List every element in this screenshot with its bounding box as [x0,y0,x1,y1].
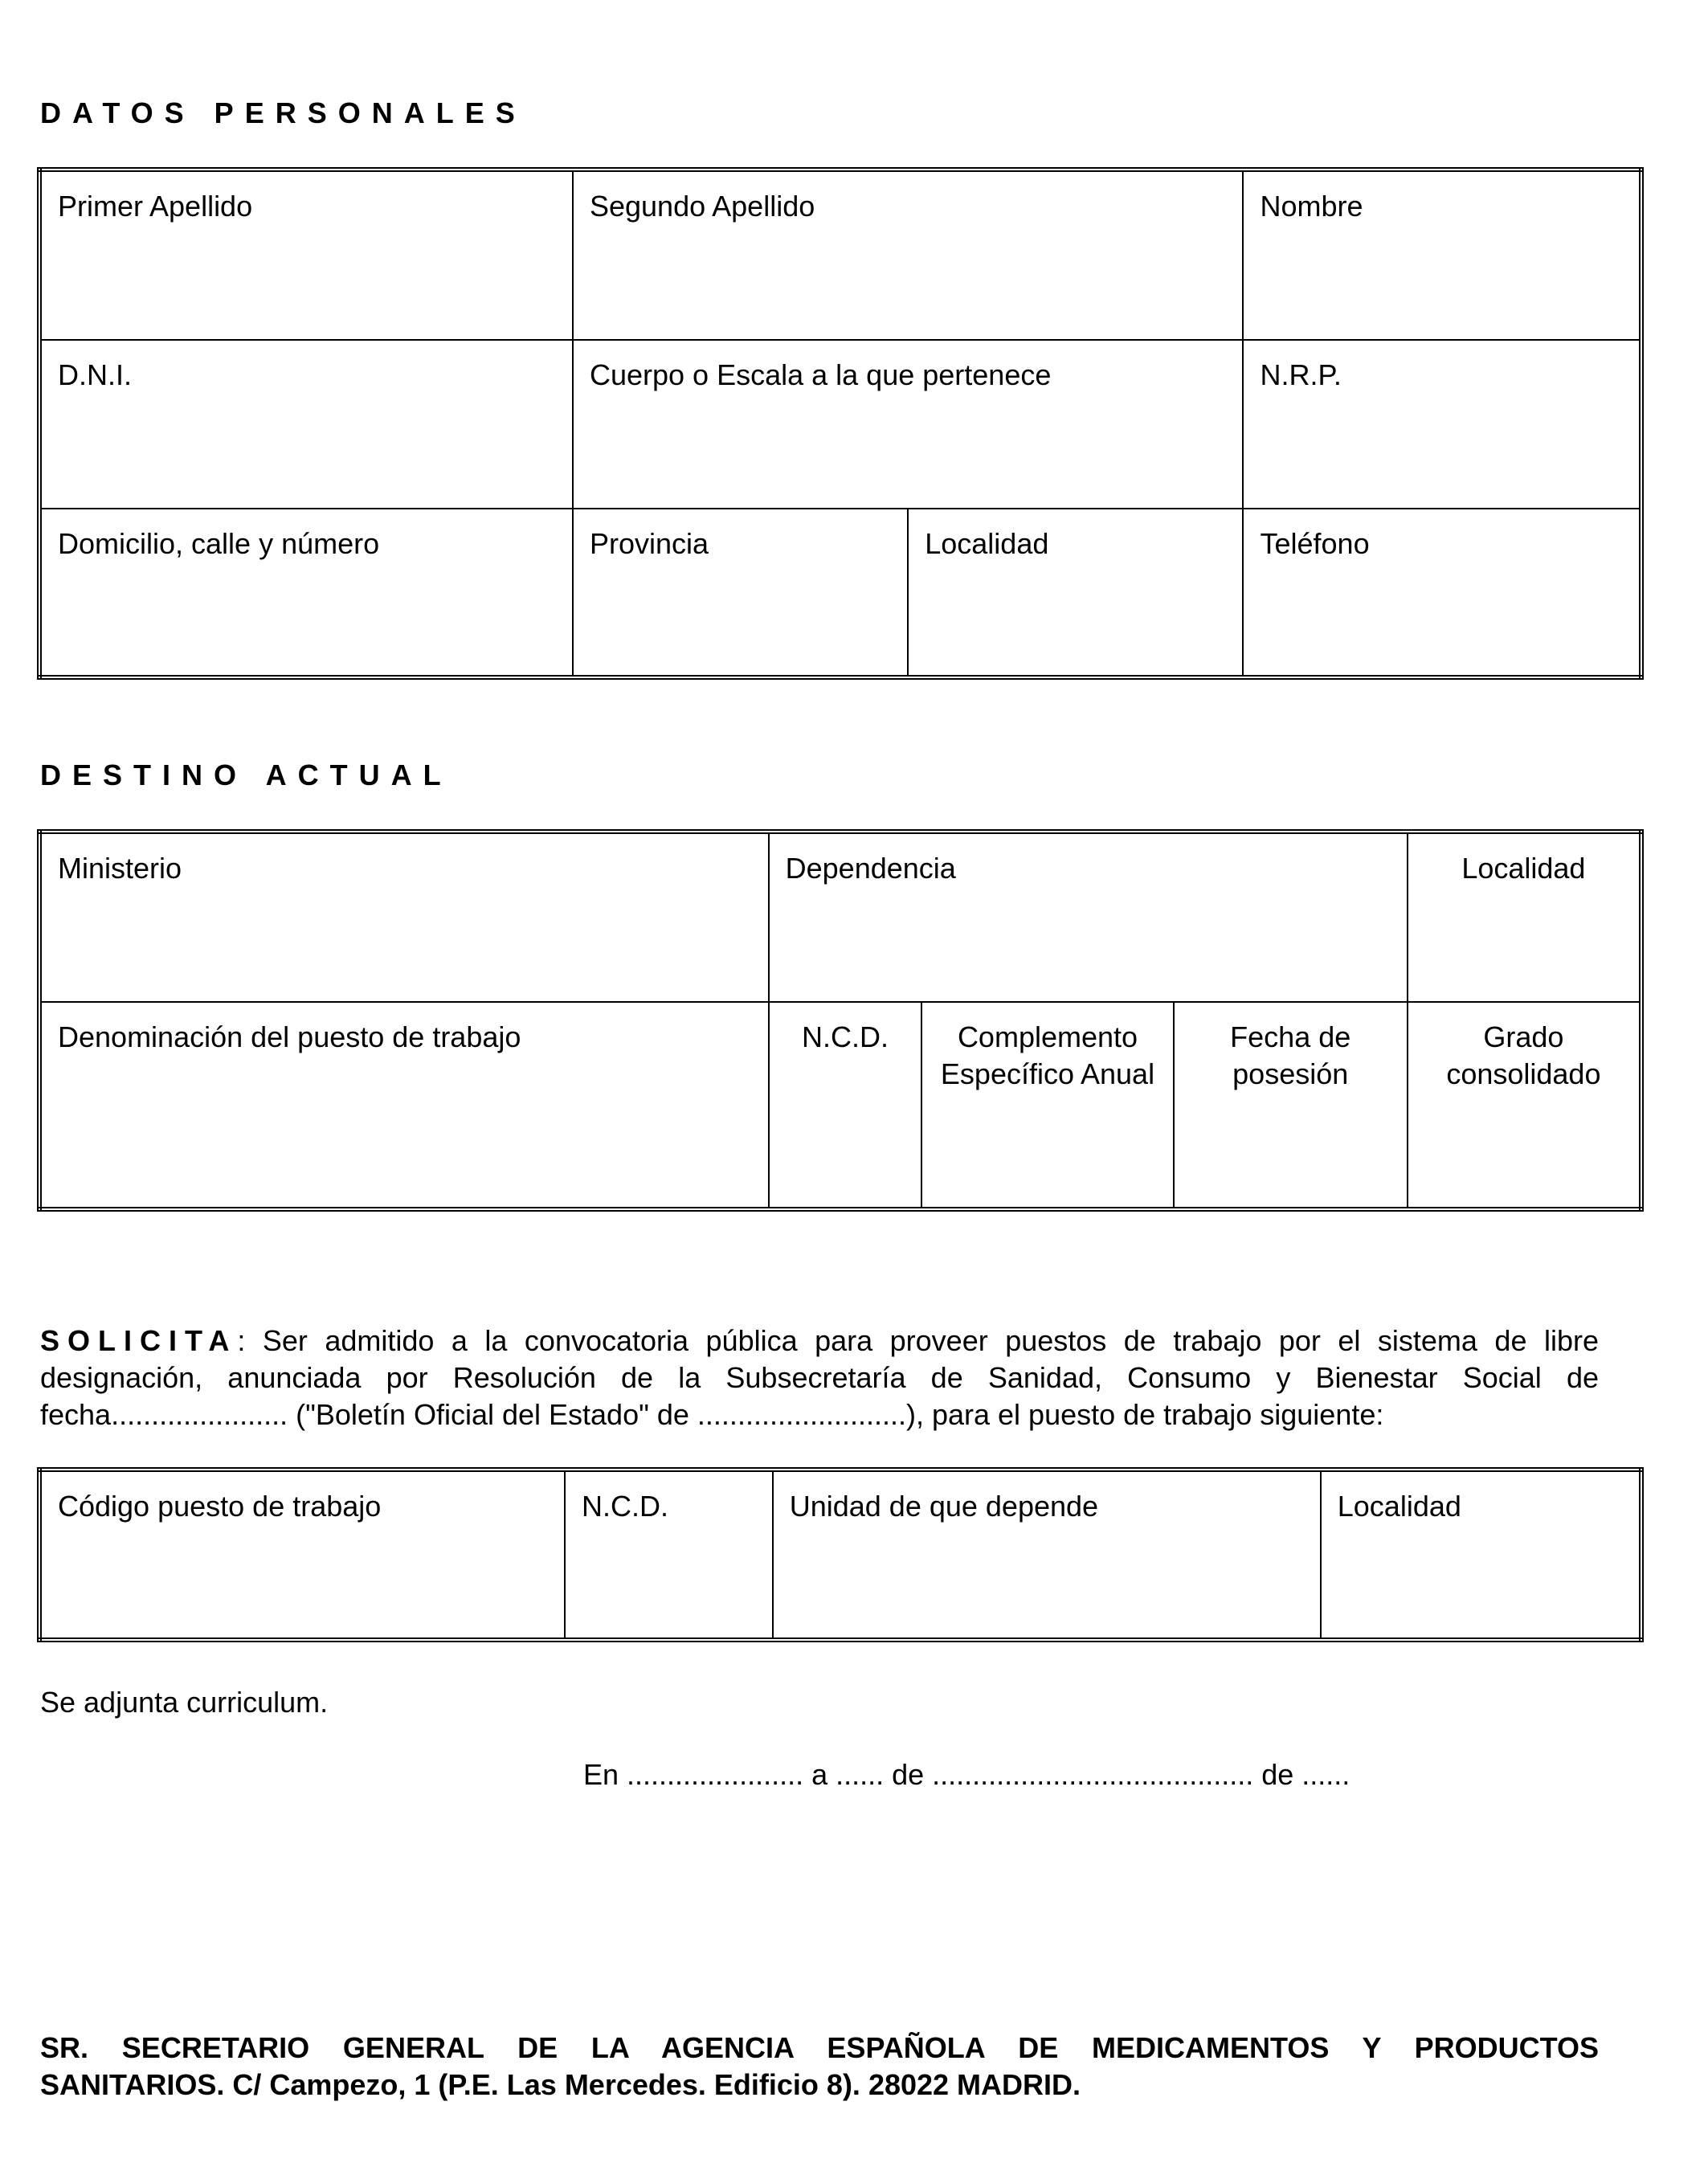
puesto-table [37,1467,1644,1642]
addressee [40,2030,1599,2104]
unidad-depende-field[interactable] [773,1470,1321,1640]
destino-actual-table [37,829,1644,1212]
domicilio-field[interactable] [39,509,573,677]
field-label: Unidad de que depende [789,1490,1099,1523]
table-row [39,170,1641,340]
dni-field[interactable] [39,340,573,509]
solicita-paragraph [40,1323,1599,1433]
localidad-field[interactable] [1321,1470,1641,1640]
field-label: D.N.I. [58,358,133,391]
field-label: Primer Apellido [58,190,253,223]
field-label: Teléfono [1260,527,1370,560]
destino-actual-title: DESTINO ACTUAL [40,758,452,791]
field-label: Dependencia [785,852,956,885]
field-label: Fecha de posesión [1230,1020,1351,1090]
field-label: Provincia [589,527,709,560]
field-label: Localidad [1337,1490,1461,1523]
nrp-field[interactable] [1243,340,1641,509]
table-row [39,832,1641,1002]
table-row [39,1002,1641,1209]
table-row [39,509,1641,677]
datos-personales-table [37,167,1644,680]
field-label: Ministerio [58,852,182,885]
field-label: Complemento Específico Anual [940,1020,1155,1090]
dependencia-field[interactable] [769,832,1408,1002]
cuerpo-escala-field[interactable] [573,340,1244,509]
adjunta-curriculum: Se adjunta curriculum. [40,1686,329,1719]
table-row [39,340,1641,509]
ncd-field[interactable] [769,1002,922,1209]
field-label: Grado consolidado [1446,1020,1601,1090]
field-label: N.C.D. [802,1020,889,1053]
provincia-field[interactable] [573,509,908,677]
complemento-especifico-field[interactable] [921,1002,1173,1209]
datos-personales-title: DATOS PERSONALES [40,96,526,129]
field-label: Código puesto de trabajo [58,1490,382,1523]
grado-consolidado-field[interactable] [1408,1002,1641,1209]
codigo-puesto-field[interactable] [39,1470,565,1640]
primer-apellido-field[interactable] [39,170,573,340]
field-label: N.C.D. [581,1490,668,1523]
localidad-field[interactable] [1408,832,1641,1002]
nombre-field[interactable] [1243,170,1641,340]
localidad-field[interactable] [908,509,1243,677]
addressee-line-2: SANITARIOS. C/ Campezo, 1 (P.E. Las Mercedes. Edificio 8). 28022 MADRID. [40,2068,1081,2101]
field-label: N.R.P. [1260,358,1342,391]
field-label: Segundo Apellido [589,190,815,223]
solicita-text: : Ser admitido a la convocatoria pública para proveer puestos de trabajo por el sistema de libre designación, anunciada por Resolución de la Subsecretaría de Sanidad, Consumo y Bienestar Social de fecha...................... ("Boletín Oficial del Estado" de ..........................), para el puesto de trabajo siguiente: [40,1324,1599,1431]
denominacion-puesto-field[interactable] [39,1002,769,1209]
field-label: Localidad [1461,852,1586,885]
table-row [39,1470,1641,1640]
telefono-field[interactable] [1243,509,1641,677]
field-label: Cuerpo o Escala a la que pertenece [589,358,1052,391]
ncd-field[interactable] [565,1470,773,1640]
fecha-lugar-line: En ...................... a ...... de ........................................ de ...... [583,1758,1350,1791]
field-label: Localidad [925,527,1049,560]
field-label: Domicilio, calle y número [58,527,380,560]
ministerio-field[interactable] [39,832,769,1002]
field-label: Nombre [1260,190,1363,223]
field-label: Denominación del puesto de trabajo [58,1020,521,1053]
fecha-posesion-field[interactable] [1174,1002,1408,1209]
solicita-label: SOLICITA [40,1324,238,1357]
segundo-apellido-field[interactable] [573,170,1244,340]
addressee-line-1: SR. SECRETARIO GENERAL DE LA AGENCIA ESPAÑOLA DE MEDICAMENTOS Y PRODUCTOS [40,2031,1599,2064]
